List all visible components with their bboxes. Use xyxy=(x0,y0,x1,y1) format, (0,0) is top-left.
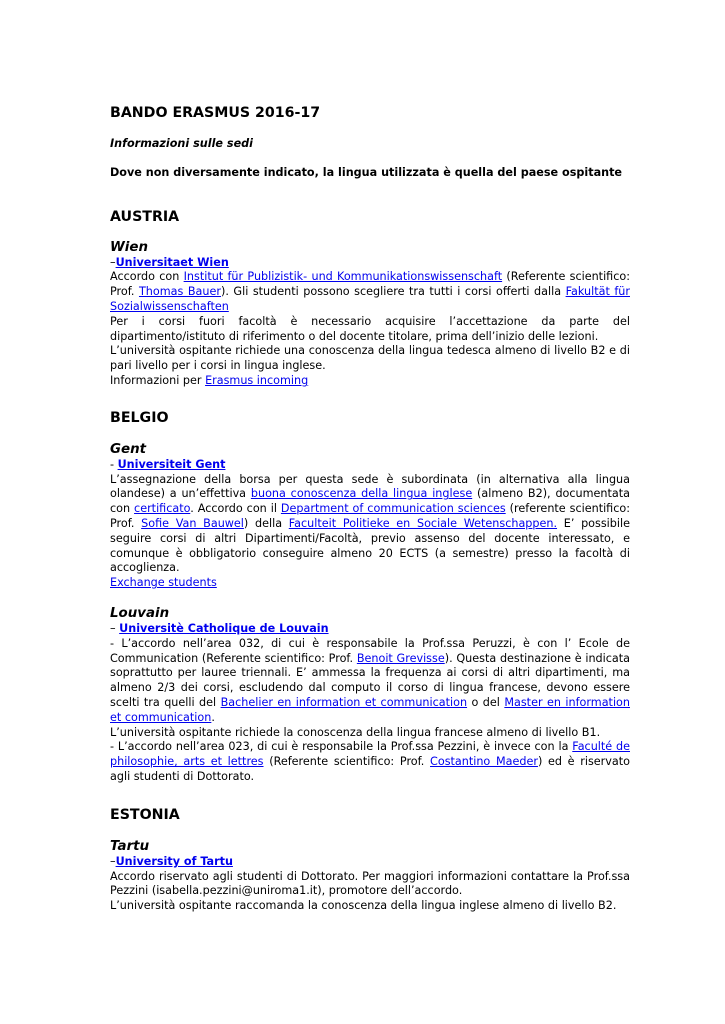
dash: – xyxy=(110,255,116,269)
university-link-tartu[interactable]: University of Tartu xyxy=(115,854,233,868)
subtitle: Informazioni sulle sedi xyxy=(110,137,253,150)
university-line-tartu xyxy=(110,855,630,870)
paragraph-gent-exchange xyxy=(110,576,630,591)
text: (referente scientifico: Prof. xyxy=(110,502,630,530)
dash: - xyxy=(110,457,118,471)
city-heading-louvain: Louvain xyxy=(110,605,170,621)
paragraph-louvain-lingua: L’università ospitante richiede la conoscenza della lingua francese almeno di livello B1. xyxy=(110,725,601,739)
link-benoit-grevisse[interactable]: Benoit Grevisse xyxy=(356,651,445,665)
city-heading-tartu: Tartu xyxy=(110,838,150,854)
link-exchange-students[interactable]: Exchange students xyxy=(110,576,217,590)
paragraph-gent xyxy=(110,473,630,577)
university-link-wien[interactable]: Universitaet Wien xyxy=(115,255,229,269)
text: Informazioni per xyxy=(110,373,206,387)
country-heading-estonia: ESTONIA xyxy=(110,806,180,823)
text: . Accordo con il xyxy=(190,502,281,516)
page-title: BANDO ERASMUS 2016-17 xyxy=(110,105,321,121)
paragraph-wien-corsi: Per i corsi fuori facoltà è necessario acquisire l’accettazione da parte del dipartimento/istituto di riferimento o del docente titolare, prima dell’inizio delle lezioni. xyxy=(110,314,630,343)
paragraph-wien-info xyxy=(110,374,630,389)
link-institut-publizistik[interactable]: Institut für Publizistik- und Kommunikationswissenschaft xyxy=(183,270,503,284)
university-line-gent xyxy=(110,458,630,473)
paragraph-tartu-accordo: Accordo riservato agli studenti di Dottorato. Per maggiori informazioni contattare la Prof.ssa Pezzini (isabella.pezzini@uniroma1.it), promotore dell’accordo. xyxy=(110,869,630,898)
paragraph-wien-lingua: L’università ospitante richiede una conoscenza della lingua tedesca almeno di livello B2 e di pari livello per i corsi in lingua inglese. xyxy=(110,344,630,373)
link-faculte-philosophie[interactable]: Faculté de philosophie, arts et lettres xyxy=(110,740,630,769)
text: E’ possibile seguire corsi di altri Dipartimenti/Facoltà, previo assenso del docente interessato, e comunque è obbligatorio conseguire almeno 20 ECTS (a semestre) presso la facoltà di accoglienza. xyxy=(110,516,630,575)
paragraph-tartu-lingua: L’università ospitante raccomanda la conoscenza della lingua inglese almeno di livello B2. xyxy=(110,899,617,913)
city-heading-wien: Wien xyxy=(110,239,148,255)
text: L’assegnazione della borsa per questa sede è subordinata (in alternativa alla lingua olandese) a un’effettiva xyxy=(110,472,630,501)
link-erasmus-incoming[interactable]: Erasmus incoming xyxy=(205,373,309,387)
university-link-gent[interactable]: Universiteit Gent xyxy=(117,457,226,471)
link-faculteit-politieke[interactable]: Faculteit Politieke en Sociale Wetenschappen. xyxy=(288,516,558,530)
text: (almeno B2), documentata con xyxy=(110,487,630,516)
university-line-louvain xyxy=(110,622,630,637)
text: Accordo con xyxy=(110,270,184,284)
paragraph-wien-accordo xyxy=(110,270,630,314)
link-costantino-maeder[interactable]: Costantino Maeder xyxy=(430,755,538,769)
link-buona-conoscenza-inglese[interactable]: buona conoscenza della lingua inglese xyxy=(250,487,473,501)
text: (Referente scientifico: Prof. xyxy=(263,755,431,769)
text: - L’accordo nell’area 032, di cui è responsabile la Prof.ssa Peruzzi, è con l’ Ecole de Communication (Referente scientifico: Prof. xyxy=(110,636,630,665)
paragraph-louvain-023 xyxy=(110,740,630,784)
text: ). Gli studenti possono scegliere tra tutti i corsi offerti dalla xyxy=(220,285,566,299)
link-bachelier-information[interactable]: Bachelier en information et communication xyxy=(220,695,468,709)
dash: – xyxy=(110,621,120,635)
link-master-information[interactable]: Master en information et communication xyxy=(110,695,630,724)
link-fakultaet-sozialwissenschaften[interactable]: Fakultät für Sozialwissenschaften xyxy=(110,285,630,313)
link-sofie-van-bauwel[interactable]: Sofie Van Bauwel xyxy=(141,516,244,530)
text: ). Questa destinazione è indicata soprattutto per lauree triennali. E’ ammessa la frequenza ai corsi di altri dipartimenti, ma almeno 2/3 dei corsi, escludendo dal computo il corso di lingua francese, devono essere scelti tra quelli del xyxy=(110,651,630,709)
text: o del xyxy=(467,695,505,709)
document-page xyxy=(110,104,630,914)
dash: – xyxy=(110,854,116,868)
country-heading-austria: AUSTRIA xyxy=(110,208,180,225)
link-certificato[interactable]: certificato xyxy=(134,502,191,516)
link-department-communication-sciences[interactable]: Department of communication sciences xyxy=(280,502,506,516)
text: ) ed è riservato agli studenti di Dottorato. xyxy=(110,755,630,783)
text: - L’accordo nell’area 023, di cui è responsabile la Prof.ssa Pezzini, è invece con la xyxy=(110,740,573,754)
university-line-wien xyxy=(110,256,630,271)
country-heading-belgio: BELGIO xyxy=(110,409,169,426)
university-link-louvain[interactable]: Universitè Catholique de Louvain xyxy=(119,621,329,635)
link-thomas-bauer[interactable]: Thomas Bauer xyxy=(138,285,221,299)
text: (Referente scientifico: Prof. xyxy=(110,270,630,299)
text: . xyxy=(211,710,215,724)
city-heading-gent: Gent xyxy=(110,441,147,457)
text: ) della xyxy=(243,516,289,530)
paragraph-louvain-032 xyxy=(110,637,630,726)
language-note: Dove non diversamente indicato, la lingua utilizzata è quella del paese ospitante xyxy=(110,165,623,179)
